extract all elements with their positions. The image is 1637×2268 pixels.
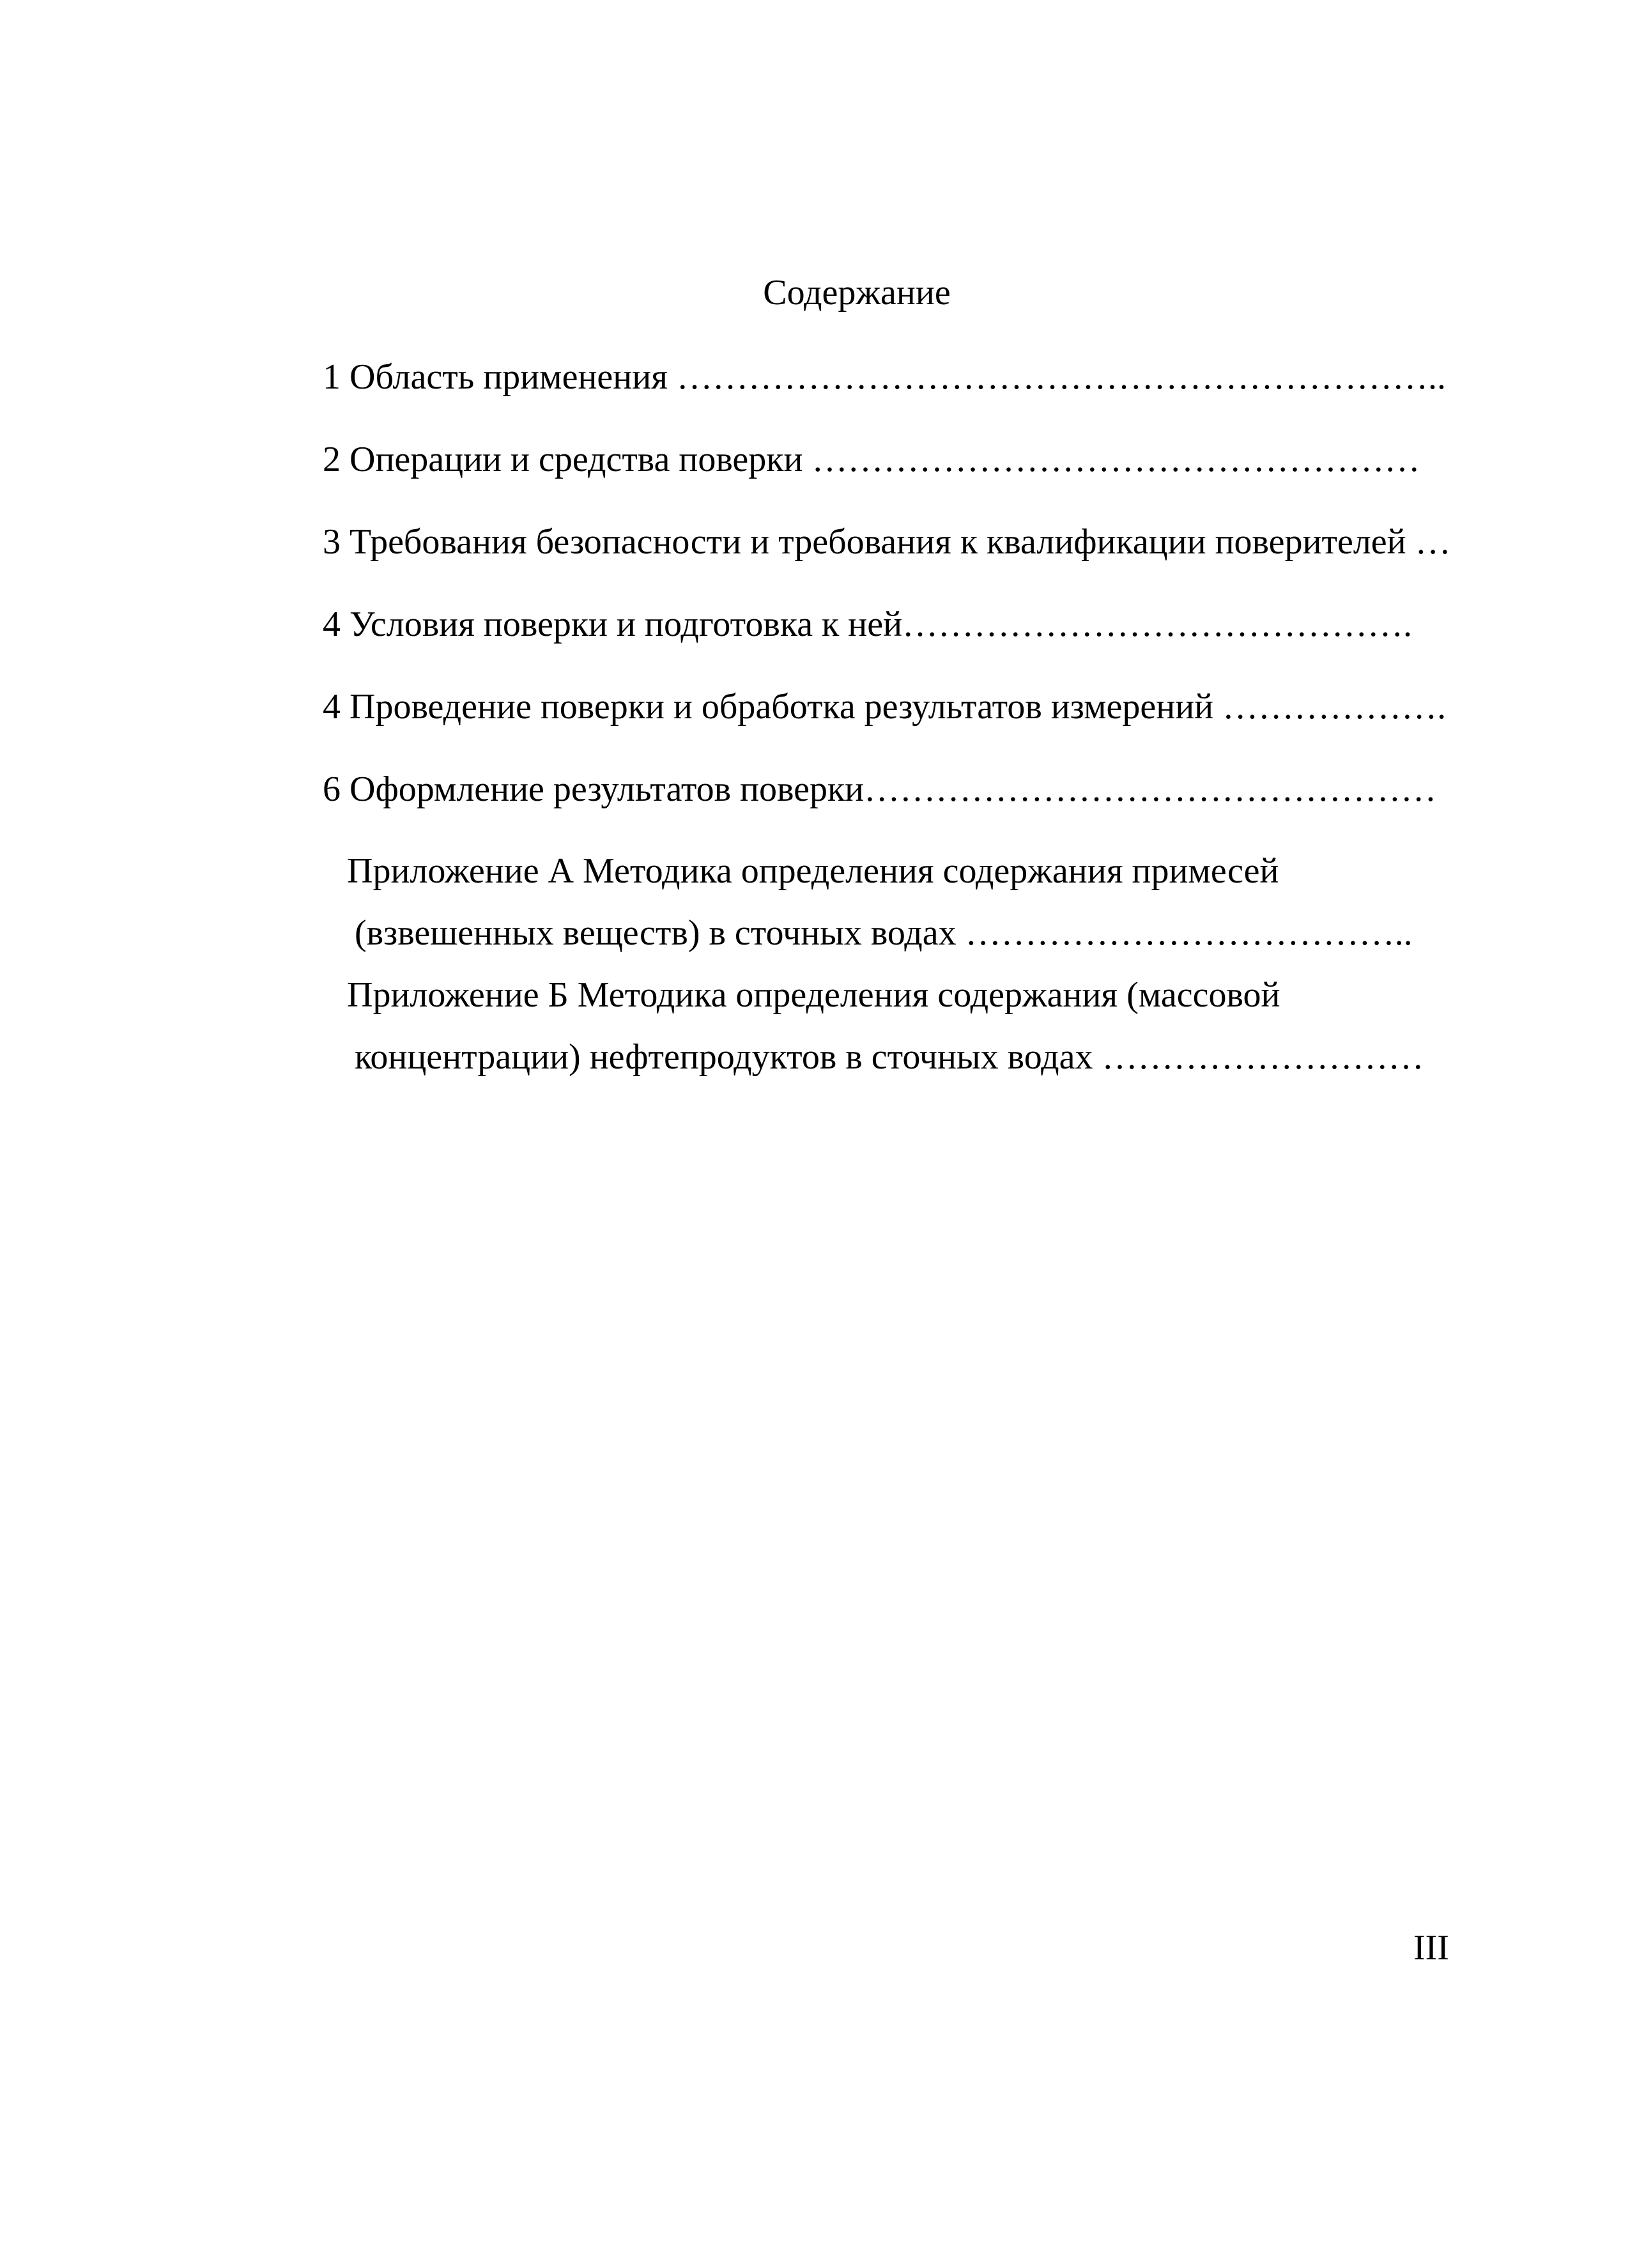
toc-entry-operations: 2 Операции и средства поверки …………………………………………… [323,440,1420,479]
toc-entry-appendix-a-line2: (взвешенных веществ) в сточных водах ……………………………….. [355,913,1413,953]
page-number: III [1413,1928,1449,1968]
toc-entry-safety-requirements: 3 Требования безопасности и требования к квалификации поверителей … [323,522,1451,562]
toc-entry-conditions: 4 Условия поверки и подготовка к ней……………………………………. [323,605,1413,644]
toc-entry-appendix-b-line1: Приложение Б Методика определения содержания (массовой [347,975,1280,1015]
toc-entry-appendix-b-line2: концентрации) нефтепродуктов в сточных водах ……………………… [355,1037,1424,1077]
toc-entry-scope: 1 Область применения ……………………………………………………….. [323,357,1446,397]
toc-entry-appendix-a-line1: Приложение А Методика определения содержания примесей [347,851,1279,891]
toc-entry-procedure: 4 Проведение поверки и обработка результатов измерений ………………. [323,687,1447,727]
toc-title: Содержание [763,273,951,312]
toc-entry-results: 6 Оформление результатов поверки………………………………………… [323,769,1437,809]
